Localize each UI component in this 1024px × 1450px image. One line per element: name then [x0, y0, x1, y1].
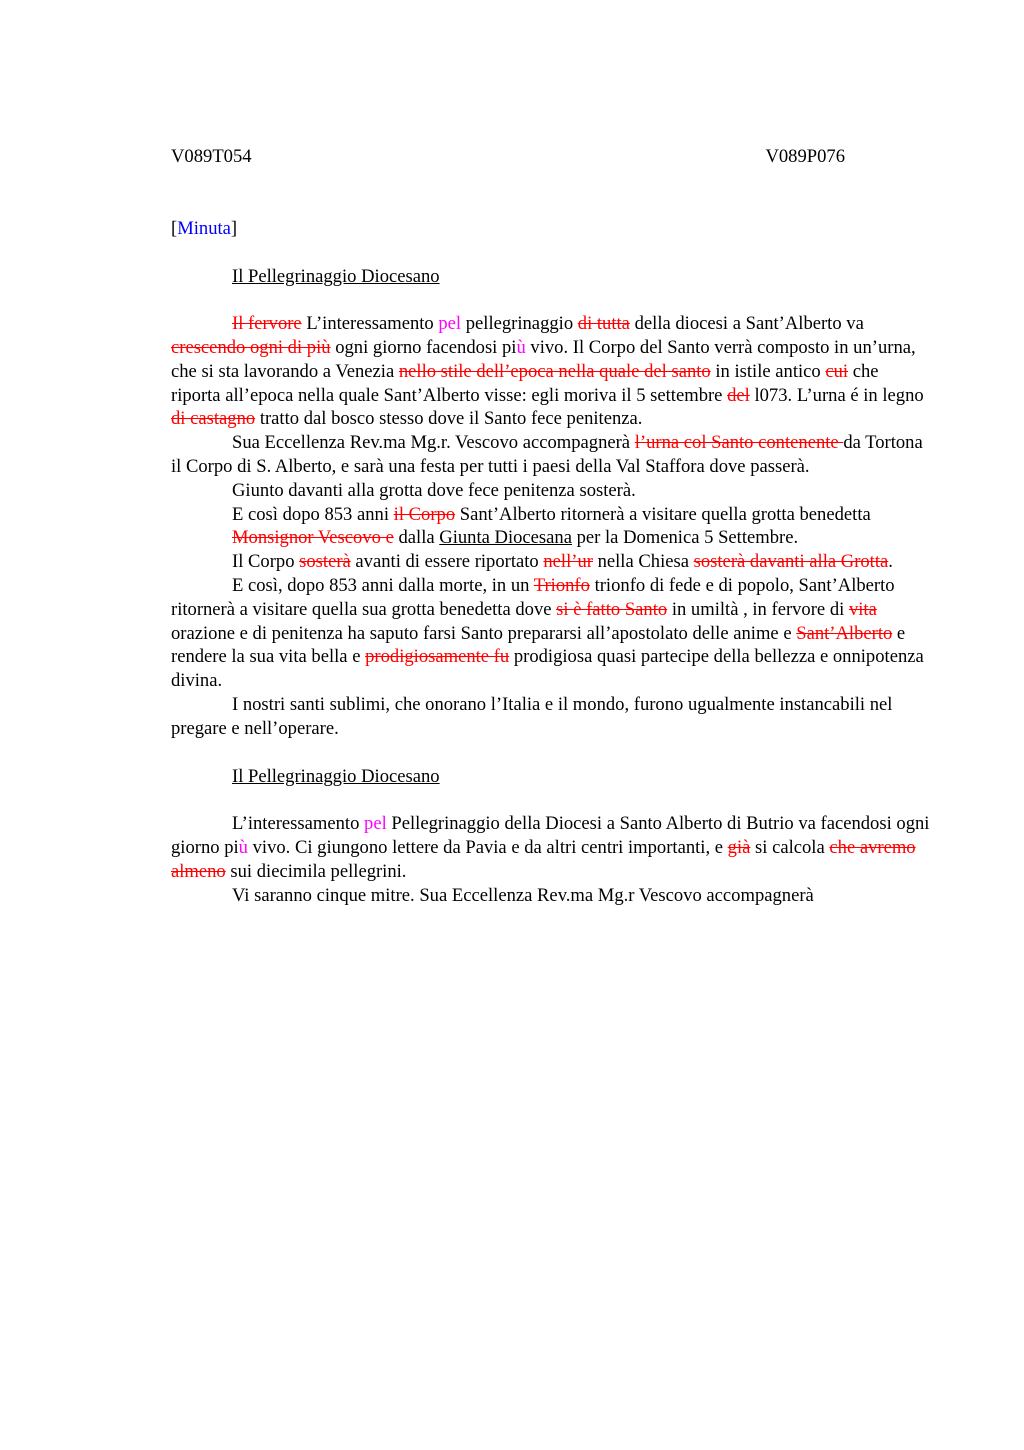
text-run: I nostri santi sublimi, che onorano l’Italia e il mondo, furono ugualmente instancabili nel pregare e nell’operare.	[171, 693, 893, 739]
text-run: E così, dopo 853 anni dalla morte, in un	[232, 574, 534, 596]
section2-title: Il Pellegrinaggio Diocesano	[232, 765, 440, 787]
deleted-text: Monsignor Vescovo e	[232, 527, 394, 549]
deleted-text: il Corpo	[393, 503, 456, 525]
section1-paragraph	[171, 312, 931, 431]
section1-paragraph	[171, 574, 931, 693]
text-run: vivo. Ci giungono lettere da Pavia e da altri centri importanti, e	[247, 836, 728, 858]
deleted-text: Sant’Alberto	[796, 622, 893, 644]
inserted-text: ù	[238, 836, 248, 858]
deleted-text: sosterà davanti alla Grotta	[693, 551, 889, 573]
text-run: orazione e di penitenza ha saputo farsi Santo prepararsi all’apostolato delle anime e	[171, 622, 797, 644]
deleted-text: l’urna col Santo contenente	[634, 432, 844, 454]
bracket-close: ]	[230, 217, 238, 239]
text-run: ogni giorno facendosi pi	[330, 336, 517, 358]
section1-paragraph	[171, 526, 931, 550]
section1-paragraph	[171, 550, 931, 574]
deleted-text: nell’ur	[543, 551, 593, 573]
inserted-text: ù	[516, 336, 526, 358]
deleted-text: di tutta	[577, 313, 630, 335]
document-page	[171, 145, 931, 907]
text-run: trionfo di fede e di popolo, Sant’Alberto ritornerà a visitare quella sua grotta benedetta dove	[171, 574, 895, 620]
text-run: tratto dal bosco stesso dove il Santo fece penitenza.	[255, 408, 643, 430]
text-run: sui diecimila pellegrini.	[225, 860, 407, 882]
text-run: Vi saranno cinque mitre. Sua Eccellenza Rev.ma Mg.r Vescovo accompagnerà	[232, 884, 814, 906]
text-run: da Tortona il Corpo di S. Alberto, e sarà una festa per tutti i paesi della Val Staffora dove passerà.	[171, 432, 923, 477]
text-run: si calcola	[750, 836, 830, 858]
minuta-label	[171, 217, 931, 241]
section1-paragraph	[171, 479, 931, 503]
text-run: vivo. Il Corpo del Santo verrà composto in un’urna, che si sta lavorando a Venezia	[171, 336, 916, 382]
bracket-open: [	[171, 217, 178, 239]
deleted-text: già	[727, 836, 751, 858]
deleted-text: prodigiosamente fu	[365, 646, 510, 668]
text-run: pellegrinaggio	[461, 313, 578, 335]
section2-paragraph	[171, 884, 931, 908]
text-run: Sant’Alberto ritornerà a visitare quella grotta benedetta	[455, 503, 871, 525]
deleted-text: che avremo almeno	[171, 836, 916, 882]
text-run: prodigiosa quasi partecipe della bellezza e onnipotenza divina.	[171, 646, 924, 692]
text-run: Sua Eccellenza Rev.ma Mg.r. Vescovo accompagnerà	[232, 432, 635, 454]
inserted-text: pel	[438, 313, 462, 335]
text-run: della diocesi a Sant’Alberto va	[629, 313, 864, 335]
text-run: Il Corpo	[232, 551, 300, 573]
section1-title: Il Pellegrinaggio Diocesano	[232, 265, 440, 287]
deleted-text: sosterà	[299, 551, 351, 573]
text-run: E così dopo 853 anni	[232, 503, 394, 525]
deleted-text: vita	[848, 598, 877, 620]
inserted-text: pel	[364, 813, 387, 835]
section1-paragraph	[171, 431, 931, 479]
text-run: avanti di essere riportato	[350, 551, 544, 573]
deleted-text: si è fatto Santo	[556, 598, 668, 620]
text-run: .	[888, 551, 893, 573]
deleted-text: di castagno	[171, 408, 256, 430]
text-run: per la Domenica 5 Settembre.	[571, 527, 799, 549]
header-left-code: V089T054	[171, 146, 252, 167]
text-run: L’interessamento	[301, 313, 439, 335]
text-run: Giunto davanti alla grotta dove fece penitenza sosterà.	[232, 479, 636, 501]
deleted-text: crescendo ogni di più	[171, 336, 331, 358]
text-run: in umiltà , in fervore di	[667, 598, 849, 620]
text-run: dalla	[393, 527, 440, 549]
text-run: nella Chiesa	[592, 551, 694, 573]
deleted-text: cui	[825, 360, 849, 382]
underlined-text: Giunta Diocesana	[439, 527, 572, 549]
deleted-text: Il fervore	[232, 313, 302, 335]
text-run: e rendere la sua vita bella e	[171, 622, 906, 668]
text-run: in istile antico	[710, 360, 826, 382]
deleted-text: nello stile dell’epoca nella quale del santo	[398, 360, 711, 382]
deleted-text: Trionfo	[533, 574, 590, 596]
header-right-code: V089P076	[765, 146, 845, 167]
section2-paragraph	[171, 812, 931, 883]
section1-paragraph	[171, 503, 931, 527]
text-run: l073. L’urna é in legno	[749, 384, 924, 406]
text-run: L’interessamento	[232, 813, 365, 835]
minuta-word: Minuta	[177, 217, 231, 239]
text-run: Pellegrinaggio della Diocesi a Santo Alberto di Butrio va facendosi ogni giorno pi	[171, 813, 930, 858]
deleted-text: del	[727, 384, 750, 406]
document-header	[171, 145, 845, 169]
section1-paragraph	[171, 693, 931, 741]
text-run: che riporta all’epoca nella quale Sant’Alberto visse: egli moriva il 5 settembre	[171, 360, 879, 406]
